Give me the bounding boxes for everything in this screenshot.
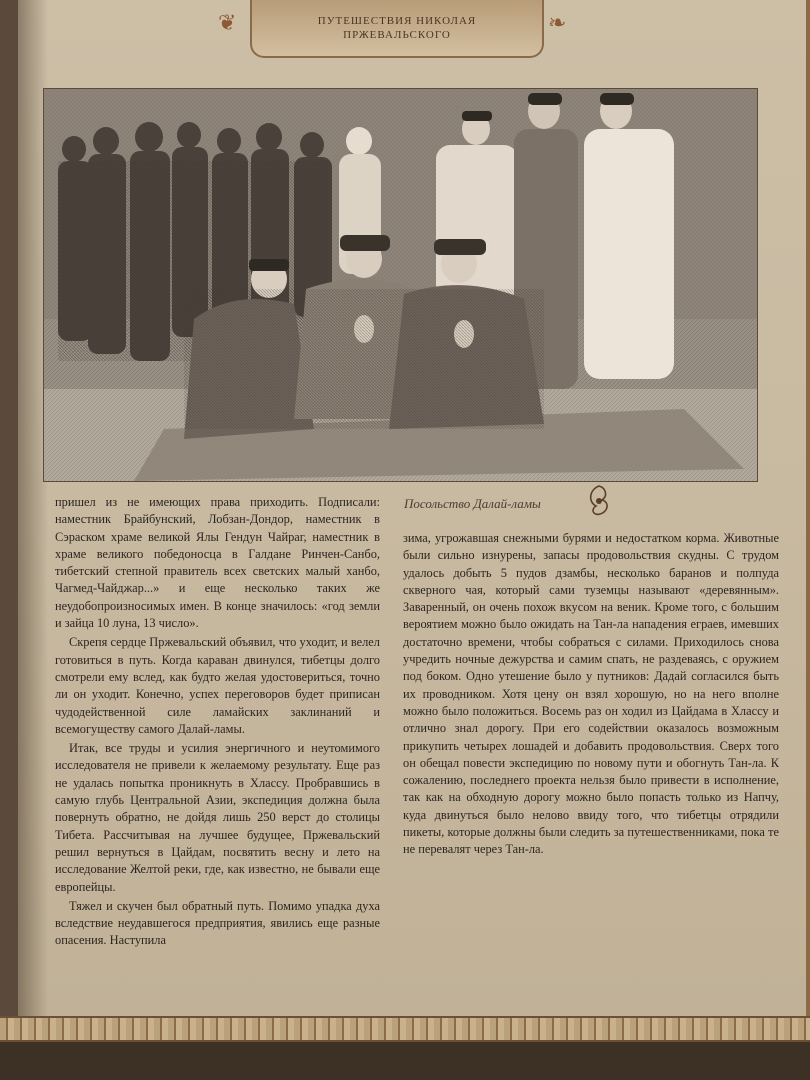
page-frame-edge: [806, 0, 810, 1080]
paragraph: Скрепя сердце Пржевальский объявил, что уходит, и велел готовиться в путь. Когда караван двинулся, тибетцы долго смотрели ему вслед, как будто желая удостовериться, точно ли он уходит. Конечно, успех переговоров будет приписан чудодейственной силе ламайских заклинаний и всемогуществу самого Далай-ламы.: [55, 635, 380, 736]
text-column-left: [55, 494, 380, 950]
paragraph: Итак, все труды и усилия энергичного и неутомимого исследователя не привели к желаемому результату. Еще раз не удалась попытка проникнуть в Хлассу. Пробравшись в самую глубь Центральной Азии, экспедиция должна была повернуть обратно, не дойдя лишь 250 верст до столицы Тибета. Рассчитывая на лучшее будущее, Пржевальский решил вернуться в Цайдам, посвятить весну и лето на исследование Желтой реки, где, как известно, не бывали еще европейцы.: [55, 741, 380, 894]
paragraph: пришел из не имеющих права приходить. Подписали: наместник Брайбунский, Лобзан-Дондор, наместник в Сэраском храме великой Ялы Гендун Чайраг, наместник в храме великого победоносца в Галдане Ринчен-Санбо, тибетский степной правитель всех светских малый ханбо, Чагмед-Чайджар...» и еще несколько таких же неудобопроизносимых имен. В конце значилось: «год земли и зайца 10 луна, 13 число».: [55, 495, 380, 631]
header-ornament-left-icon: ❦: [218, 10, 237, 35]
running-header: [250, 0, 544, 58]
text-column-right: [403, 530, 779, 859]
header-line-1: ПУТЕШЕСТВИЯ НИКОЛАЯ: [317, 15, 477, 27]
engraving-illustration: [43, 88, 758, 482]
page-bottom-edge: [0, 1042, 810, 1080]
header-ornament-right-icon: ❧: [548, 10, 567, 35]
decorative-bottom-border: [0, 1016, 810, 1042]
illustration-caption: Посольство Далай-ламы: [404, 496, 541, 511]
paragraph: зима, угрожавшая снежными бурями и недостатком корма. Животные были сильно изнурены, запасы продовольствия скудны. С трудом удалось добыть 5 пудов дзамбы, несколько баранов и полпуда скверного чая, который сами туземцы называют «деревянным». Заваренный, он очень похож вкусом на веник. Кроме того, с большим вероятием можно было ожидать на Тан-ла нападения еграев, имевших достаточно времени, чтобы собраться с силами. Приходилось снова учредить ночные дежурства и самим спать, не раздеваясь, с оружием под боком. Одно утешение было у путников: Дадай согласился быть их проводником. Хотя цену он взял хорошую, но на него вполне можно было положиться. Восемь раз он ходил из Цайдама в Хлассу и отлично знал дорогу. При его содействии оказалось возможным прикупить четырех лошадей и добавить продовольствия. Сверх того он обещал повести экспедицию по новому пути и обогнуть Тан-ла. К сожалению, последнего проекта нельзя было привести в исполнение, так как на обходную дорогу можно было попасть только из Напчу, куда двинуться было нелово ввиду того, что тибетцы отрядили пикеты, которые должны были следить за путешественниками, пока те не перевалят через Тан-ла.: [403, 531, 779, 857]
paragraph: Тяжел и скучен был обратный путь. Помимо упадка духа вследствие неудавшегося предприятия, явились еще разные опасения. Наступила: [55, 898, 380, 948]
caption-ornament-icon: [584, 484, 614, 518]
header-line-2: ПРЖЕВАЛЬСКОГО: [343, 29, 451, 41]
engraving-illustration-icon: [44, 89, 757, 481]
